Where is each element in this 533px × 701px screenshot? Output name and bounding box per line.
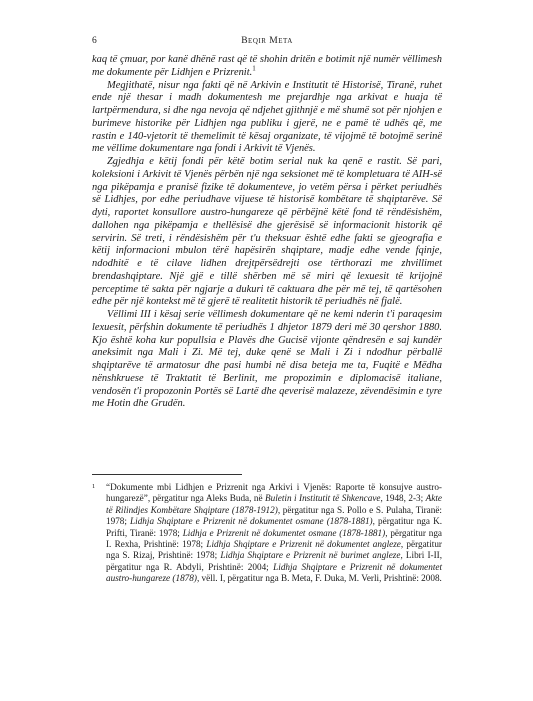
footnote: [92, 482, 442, 585]
page-header: [92, 36, 442, 50]
paragraph-3: Zgjedhja e këtij fondi për këtë botim serial nuk ka qenë e rastit. Së pari, koleksioni i Arkivit të Vjenës përbën një nga seksionet më të kompletuara të AIH-së nga pikëpamja e pranisë fizike të dokumenteve, jo vetëm përsa i përket periudhës së Lidhjes, por edhe periudhave vijuese të historisë kombëtare të shqiptarëve. Së dyti, raportet konsullore austro-hungareze që përbëjnë këtë fond të rëndësishëm, dallohen nga pikëpamja e thellësisë dhe gjerësisë së informacionit historik që servirin. Së treti, i rëndësishëm për t'u theksuar është edhe fakti se gjeografia e këtij informacioni mbulon tërë hapësirën shqiptare, madje edhe vende fqinje, ndodhitë e të cilave lidhen drejtpërsëdrejti ose tërthorazi me zhvillimet brendashqiptare. Një gjë e tillë shërben më së miri që lexuesit të krijojnë perceptime të sakta për ngjarje a dukuri të caktuara dhe për më tej, të qartësohen edhe për një kontekst më të gjerë të realitetit historik të periudhës në fjalë.: [92, 156, 442, 308]
paragraph-2: Megjithatë, nisur nga fakti që në Arkivin e Institutit të Historisë, Tiranë, ruhet ende një thesar i madh dokumentesh me prejardhje nga arkivat e huaja të lartpërmendura, si dhe nga nevoja që ndjehet gjithnjë e më shumë sot për njohjen e burimeve historike për Lidhjen nga publiku i gjerë, ne e pamë të udhës që, me rastin e 140-vjetorit të themelimit të kësaj organizate, të vijojmë të botojmë serinë me vëllime dokumentare nga fondi i Arkivit të Vjenës.: [92, 79, 442, 155]
footnote-mark: 1: [92, 483, 96, 490]
footnote-reference[interactable]: 1: [252, 64, 256, 73]
running-head-author: Beqir Meta: [241, 36, 293, 46]
footnote-title: Lidhja e Prizrenit në dokumentet osmane (1878-1881): [182, 527, 386, 538]
page-number: 6: [92, 36, 97, 46]
footnote-title: Lidhja Shqiptare e Prizrenit në burimet angleze: [220, 550, 401, 561]
footnote-title: Akte të Rilindjes Kombëtare Shqiptare (1878-1912): [106, 493, 442, 515]
footnote-text: “Dokumente mbi Lidhjen e Prizrenit nga Arkivi i Vjenës: Raporte të konsujve austro-hungarezë”, përgatitur nga Aleks Buda, në Buletin i Institutit të Shkencave, 1948, 2-3; Akte të Rilindjes Kombëtare Shqiptare (1878-1912), përgatitur nga S. Pollo e S. Pulaha, Tiranë: 1978; Lidhja Shqiptare e Prizrenit në dokumentet osmane (1878-1881), përgatitur nga K. Prifti, Tiranë: 1978; Lidhja e Prizrenit në dokumentet osmane (1878-1881), përgatitur nga I. Rexha, Prishtinë: 1978; Lidhja Shqiptare e Prizrenit në dokumentet angleze, përgatitur nga S. Rizaj, Prishtinë: 1978; Lidhja Shqiptare e Prizrenit në burimet angleze, Libri I-II, përgatitur nga R. Abdyli, Prishtinë: 2004; Lidhja Shqiptare e Prizrenit në dokumentet austro-hungareze (1878), vëll. I, përgatitur nga B. Meta, F. Duka, M. Verli, Prishtinë: 2008.: [106, 482, 443, 584]
footnote-title: Lidhja Shqiptare e Prizrenit në dokumentet angleze: [206, 539, 401, 550]
paragraph-1: kaq të çmuar, por kanë dhënë rast që të shohin dritën e botimit një numër vëllimesh me dokumente për Lidhjen e Prizrenit.$^1$: [92, 54, 442, 78]
footnote-title: Lidhja Shqiptare e Prizrenit në dokumentet osmane (1878-1881): [130, 516, 373, 527]
footnote-title: Lidhja Shqiptare e Prizrenit në dokumentet austro-hungareze (1878): [106, 561, 443, 584]
paragraph-4: Vëllimi III i kësaj serie vëllimesh dokumentare që ne kemi nderin t'i paraqesim lexuesit, përfshin dokumente të periudhës 1 dhjetor 1879 deri më 30 qershor 1880. Kjo është koha kur popullsia e Plavës dhe Gucisë vijonte qëndresën e saj kundër aneksimit nga Mali i Zi. Më tej, duke qenë se Mali i Zi i ndodhur përballë shqiptarëve të armatosur dhe pasi humbi në disa beteja me ta, Fuqitë e Mëdha nënshkruese të Traktatit të Berlinit, me propozimin e diplomacisë italiane, vendosën t'i propozonin Portës së Lartë dhe qeverisë malazeze, zëvendësimin e tyre me Hotin dhe Grudën.: [92, 309, 442, 410]
footnote-title: Buletin i Institutit të Shkencave: [265, 493, 381, 504]
body-text: [92, 54, 442, 411]
footnote-divider: [92, 474, 242, 475]
